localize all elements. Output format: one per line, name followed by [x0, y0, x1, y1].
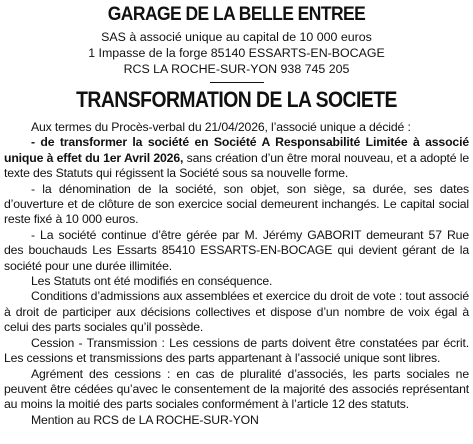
paragraph-voting: Conditions d’admissions aux assemblées et exercice du droit de vote : tout associé à droit de participer aux décisions collectives et dispose d’un nombre de voix égal à celui des parts sociales qu’il possède. — [4, 289, 469, 335]
notice-title: TRANSFORMATION DE LA SOCIETE — [76, 87, 397, 112]
company-address: 1 Impasse de la forge 85140 ESSARTS-EN-BOCAGE — [88, 46, 385, 60]
transformation-details: sans création d’un être moral nouveau, et a adopté le texte des Statuts qui régissent la Société sous sa nouvelle forme. — [4, 150, 469, 181]
paragraph-unchanged: - la dénomination de la société, son objet, son siège, sa durée, ses dates d’ouverture et de clôture de son exercice social demeurent inchangés. Le capital social reste fixé à 10 000 euros. — [4, 181, 469, 227]
paragraph-transfer: Cession - Transmission : Les cessions de parts doivent être constatées par écrit. Les cessions et transmissions des parts appartenant à l’associé unique sont libres. — [4, 335, 469, 366]
paragraph-transformation — [4, 135, 469, 181]
paragraph-approval: Agrément des cessions : en cas de pluralité d’associés, les parts sociales ne peuvent être cédées qu’avec le consentement de la majorité des associés représentant au moins la moitié des parts sociales conformément à l’article 12 des statuts. — [4, 366, 469, 412]
notice-body — [4, 120, 469, 428]
transformation-decision: - de transformer la société en Société A Responsabilité Limitée à associé unique à effet du 1er Avril 2026, — [4, 135, 469, 165]
paragraph-rcs-mention: Mention au RCS de LA ROCHE-SUR-YON — [31, 412, 259, 427]
company-name: GARAGE DE LA BELLE ENTREE — [107, 4, 366, 25]
paragraph-statutes: Les Statuts ont été modifiés en conséquence. — [31, 274, 273, 289]
company-legal-form: SAS à associé unique au capital de 10 000 euros — [101, 30, 372, 44]
company-info — [4, 29, 469, 77]
paragraph-intro: Aux termes du Procès-verbal du 21/04/2026, l’associé unique a décidé : — [31, 120, 411, 134]
company-registration: RCS LA ROCHE-SUR-YON 938 745 205 — [123, 62, 350, 76]
divider — [210, 82, 264, 83]
paragraph-manager: - La société continue d’être gérée par M. Jérémy GABORIT demeurant 57 Rue des bouchauds Les Essarts 85410 ESSARTS-EN-BOCAGE qui devient gérant de la société pour une durée illimitée. — [4, 227, 469, 273]
